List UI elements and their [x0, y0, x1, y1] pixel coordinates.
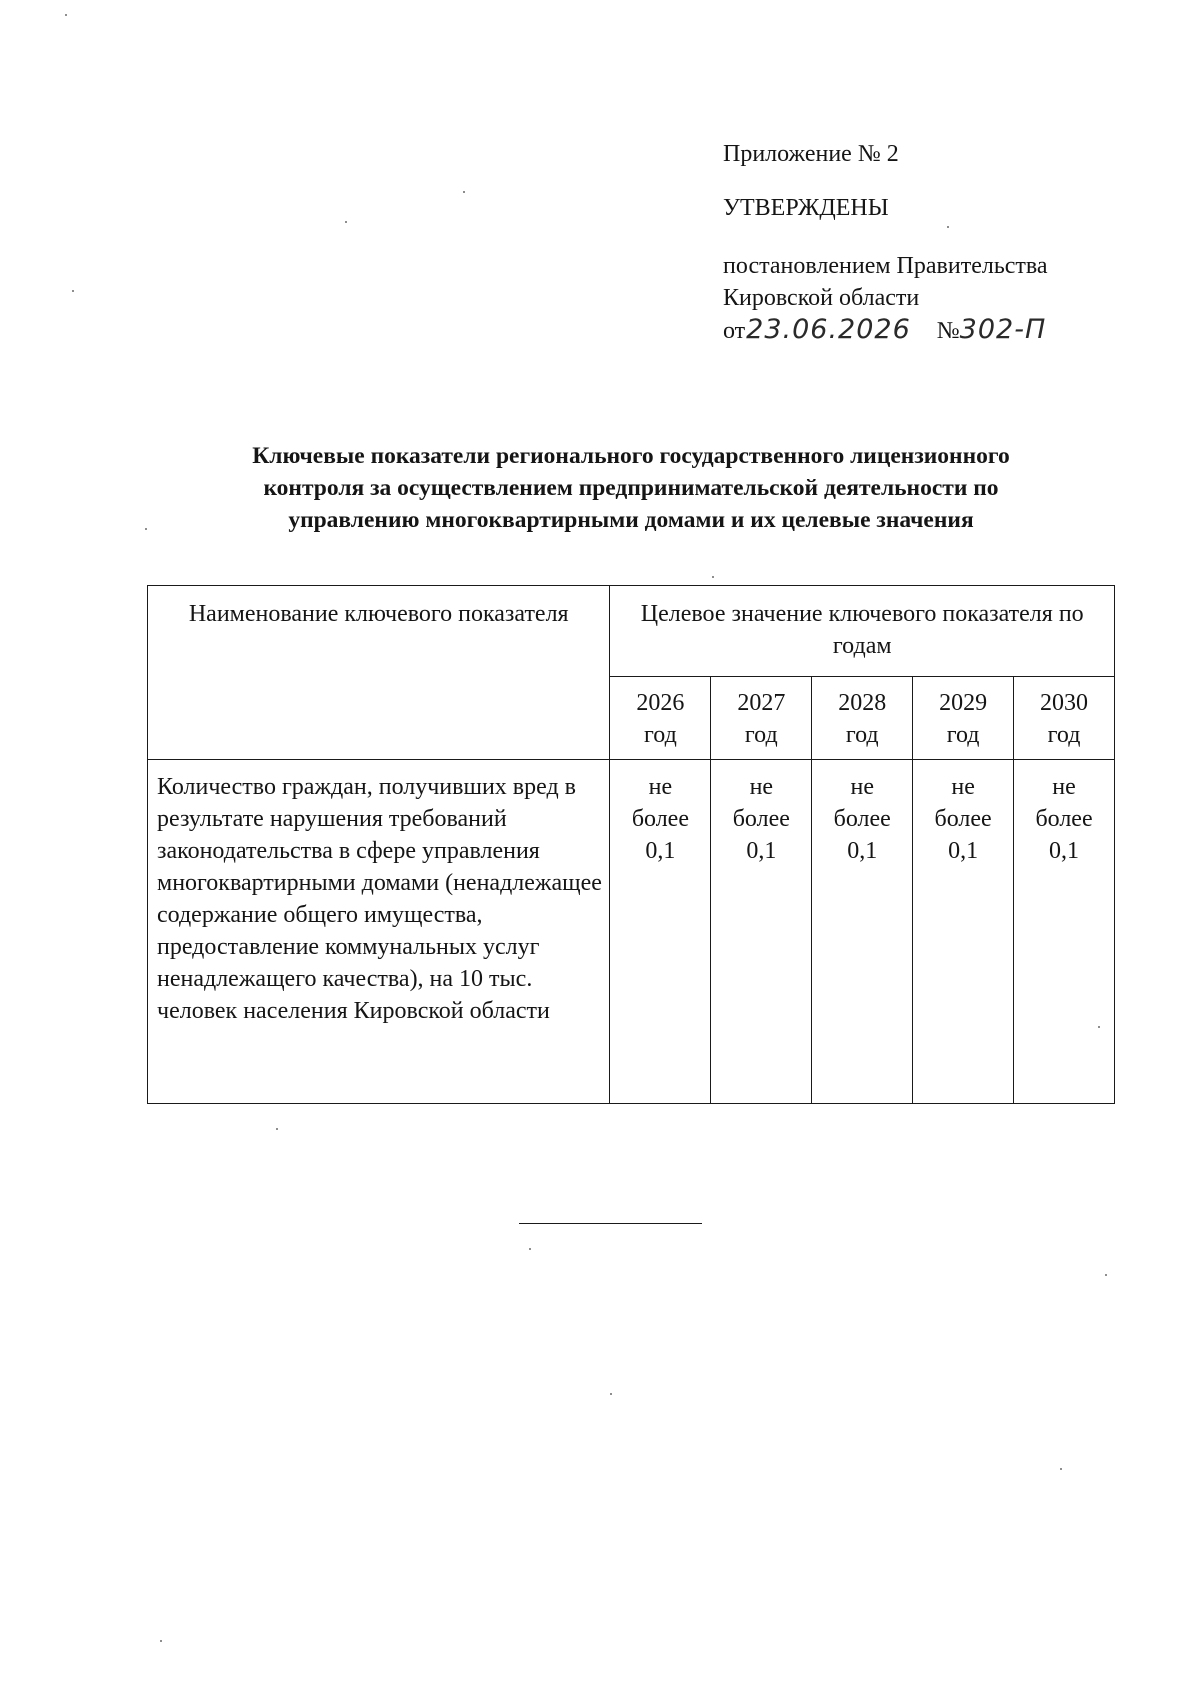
appendix-label: Приложение № 2: [723, 141, 899, 167]
year-unit: год: [644, 722, 677, 748]
value-word-1: не: [749, 774, 774, 800]
value-word-1: не: [951, 774, 975, 800]
year-value: 2027: [737, 690, 786, 716]
number-prefix: №: [936, 318, 960, 344]
indicators-table: [147, 585, 1115, 1104]
value-word-2: более: [1035, 806, 1093, 832]
approved-label: УТВЕРЖДЕНЫ: [723, 195, 889, 221]
title-line-3: управлению многоквартирными домами и их целевые значения: [288, 507, 974, 533]
value-number: 0,1: [948, 838, 979, 864]
indicator-name-cell: Количество граждан, получивших вред в результате нарушения требований законодательства в сфере управления многоквартирными домами (ненадлежащее содержание общего имущества, предоставление коммунальных услуг ненадлежащего качества), на 10 тыс. человек населения Кировской области: [148, 760, 610, 1104]
year-unit: год: [946, 722, 980, 748]
value-word-2: более: [631, 806, 689, 832]
title-line-2: контроля за осуществлением предпринимательской деятельности по: [263, 475, 999, 501]
year-unit: год: [744, 722, 778, 748]
document-title: [150, 440, 1112, 536]
table-header-row: [148, 586, 1115, 677]
value-word-2: более: [934, 806, 992, 832]
header-year-cell: [812, 677, 913, 760]
year-value: 2030: [1040, 690, 1089, 716]
year-value: 2029: [939, 690, 988, 716]
resolution-date-number: [723, 314, 1123, 347]
year-unit: год: [1047, 722, 1081, 748]
end-separator-line: [519, 1223, 702, 1224]
value-word-2: более: [833, 806, 891, 832]
value-number: 0,1: [645, 838, 676, 864]
resolution-line-2: Кировской области: [723, 285, 920, 311]
approval-block: [723, 138, 1123, 347]
year-value: 2028: [838, 690, 887, 716]
target-value-cell: [1014, 760, 1115, 1104]
value-word-2: более: [732, 806, 790, 832]
value-number: 0,1: [746, 838, 777, 864]
header-year-cell: [1014, 677, 1115, 760]
value-word-1: не: [1052, 774, 1076, 800]
value-number: 0,1: [1049, 838, 1080, 864]
year-value: 2026: [636, 690, 685, 716]
title-line-1: Ключевые показатели регионального государственного лицензионного: [252, 443, 1010, 469]
target-value-cell: [913, 760, 1014, 1104]
target-value-cell: [610, 760, 711, 1104]
resolution-line-1: постановлением Правительства: [723, 253, 1048, 279]
target-value-cell: [812, 760, 913, 1104]
value-word-1: не: [648, 774, 673, 800]
handwritten-date: 23.06.2026: [746, 314, 911, 345]
header-year-cell: [610, 677, 711, 760]
date-prefix: от: [723, 318, 746, 344]
handwritten-number: 302-П: [959, 314, 1047, 345]
year-unit: год: [845, 722, 879, 748]
target-value-cell: [711, 760, 812, 1104]
header-year-cell: [913, 677, 1014, 760]
value-number: 0,1: [847, 838, 878, 864]
value-word-1: не: [850, 774, 874, 800]
table-row: [148, 760, 1115, 1104]
header-target-value: Целевое значение ключевого показателя по годам: [610, 586, 1115, 677]
header-indicator-name: Наименование ключевого показателя: [148, 586, 610, 760]
header-year-cell: [711, 677, 812, 760]
